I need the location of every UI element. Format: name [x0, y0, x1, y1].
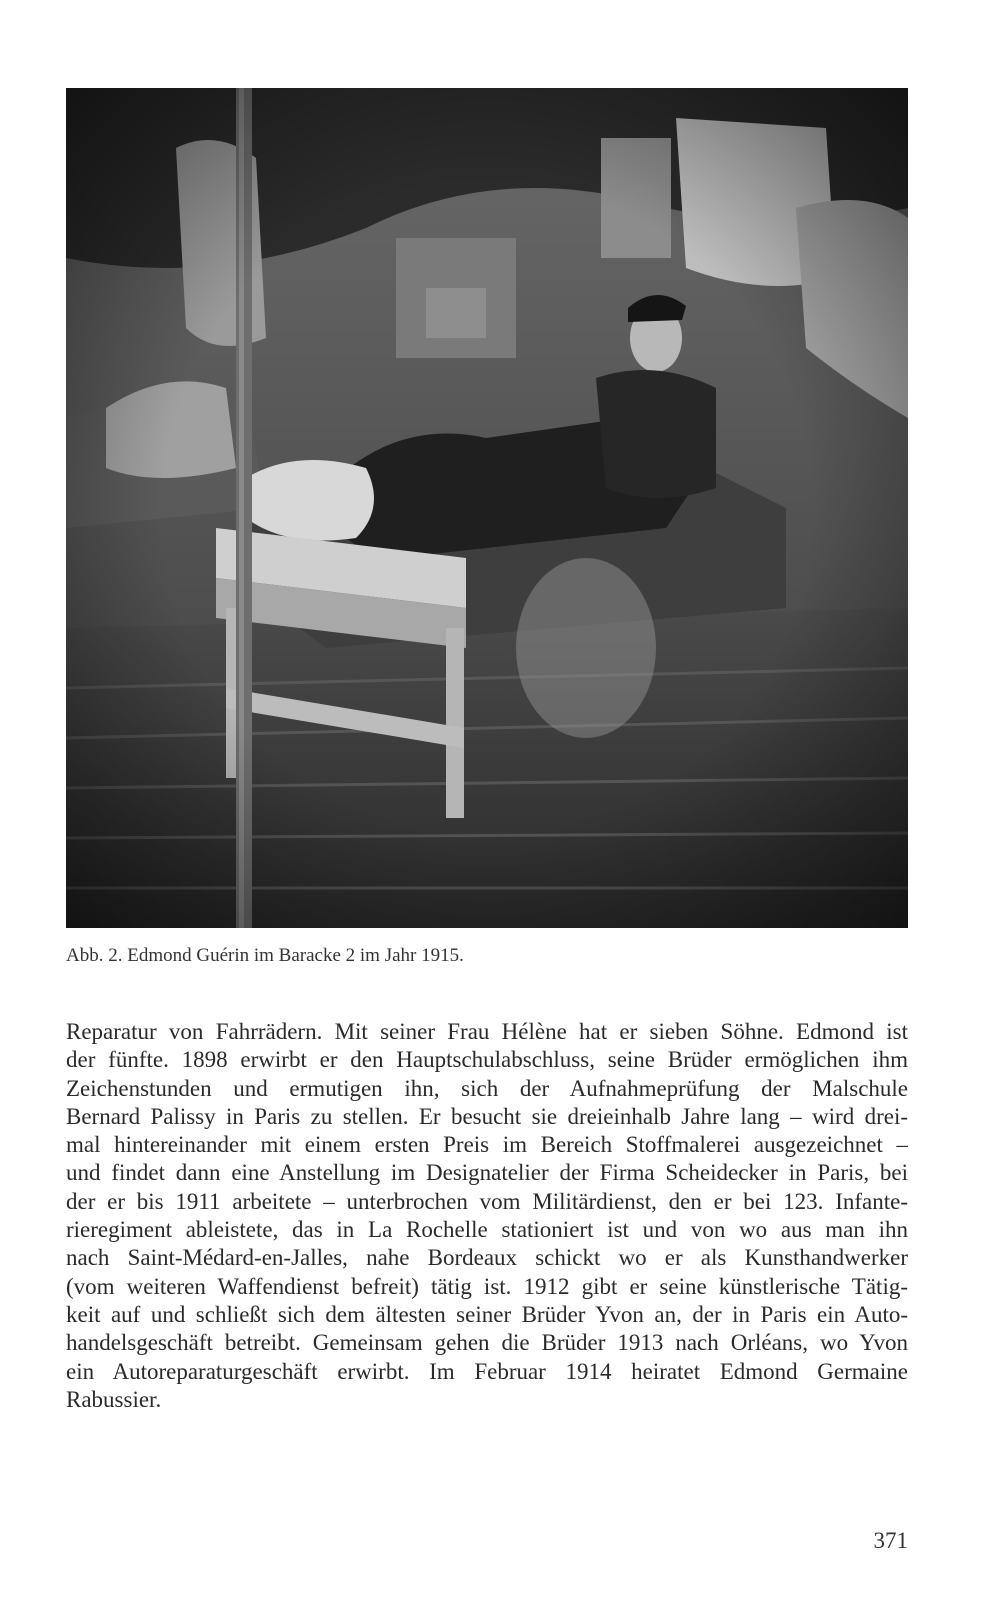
text-line: Bernard Palissy in Paris zu stellen. Er besucht sie dreieinhalb Jahre lang – wird drei- — [66, 1103, 908, 1129]
page-number: 371 — [873, 1528, 908, 1553]
text-line: Rabussier. — [66, 1386, 162, 1412]
body-paragraph — [66, 1018, 908, 1414]
historical-photograph — [66, 88, 908, 928]
text-line: Reparatur von Fahrrädern. Mit seiner Frau Hélène hat er sieben Söhne. Edmond ist — [66, 1019, 908, 1044]
text-line: der fünfte. 1898 erwirbt er den Hauptschulabschluss, seine Brüder ermöglichen ihm — [66, 1047, 908, 1073]
text-line: keit auf und schließt sich dem ältesten seiner Brüder Yvon an, der in Paris ein Auto- — [66, 1301, 908, 1327]
text-line: handelsgeschäft betreibt. Gemeinsam gehen die Brüder 1913 nach Orléans, wo Yvon — [66, 1330, 908, 1356]
figure-caption: Abb. 2. Edmond Guérin im Baracke 2 im Jahr 1915. — [66, 945, 464, 966]
text-line: ein Autoreparaturgeschäft erwirbt. Im Februar 1914 heiratet Edmond Germaine — [66, 1358, 908, 1384]
text-line: mal hintereinander mit einem ersten Preis im Bereich Stoffmalerei ausgezeichnet – — [66, 1132, 908, 1158]
text-line: der er bis 1911 arbeitete – unterbrochen vom Militärdienst, den er bei 123. Infante- — [66, 1188, 908, 1214]
text-line: (vom weiteren Waffendienst befreit) tätig ist. 1912 gibt er seine künstlerische Tätig- — [66, 1273, 908, 1299]
photo-illustration — [66, 88, 908, 928]
text-line: nach Saint-Médard-en-Jalles, nahe Bordeaux schickt wo er als Kunsthandwerker — [66, 1245, 908, 1271]
text-line: Zeichenstunden und ermutigen ihn, sich der Aufnahmeprüfung der Malschule — [66, 1075, 908, 1101]
text-line: und findet dann eine Anstellung im Designatelier der Firma Scheidecker in Paris, bei — [66, 1160, 908, 1186]
text-line: rieregiment ableistete, das in La Rochelle stationiert ist und von wo aus man ihn — [66, 1217, 908, 1243]
